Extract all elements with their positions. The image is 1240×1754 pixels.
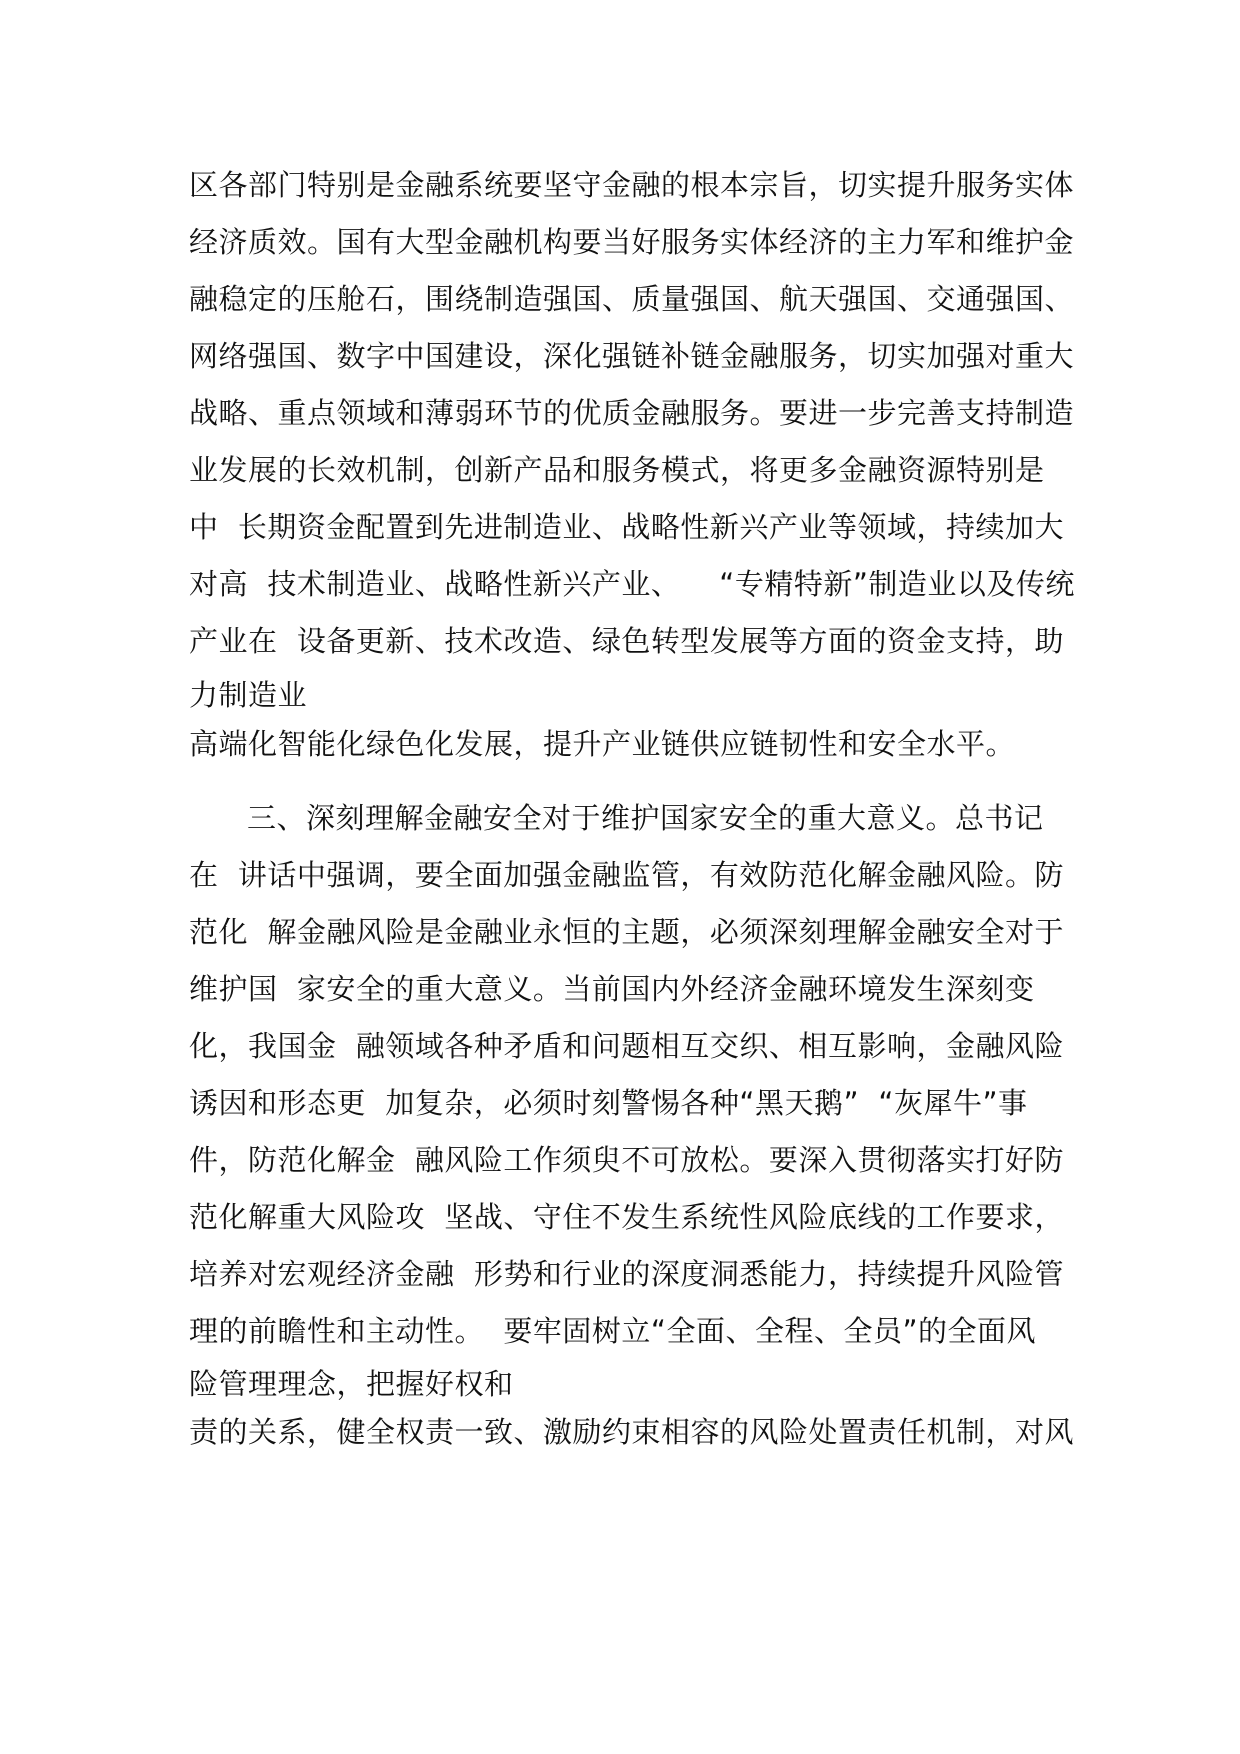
text-line: 化，我国金 融领域各种矛盾和问题相互交织、相互影响，金融风险: [189, 1029, 1064, 1063]
text-line: 产业在 设备更新、技术改造、绿色转型发展等方面的资金支持，助: [189, 624, 1064, 658]
text-line: 险管理理念，把握好权和: [189, 1367, 514, 1401]
text-line: 战略、重点领域和薄弱环节的优质金融服务。要进一步完善支持制造: [189, 396, 1075, 430]
text-line: 在 讲话中强调，要全面加强金融监管，有效防范化解金融风险。防: [189, 858, 1064, 892]
text-line: 件，防范化解金 融风险工作须臾不可放松。要深入贯彻落实打好防: [189, 1143, 1064, 1177]
text-line: 力制造业: [189, 678, 308, 712]
section-heading-line: 三、深刻理解金融安全对于维护国家安全的重大意义。总书记: [247, 801, 1044, 835]
text-line: 培养对宏观经济金融 形势和行业的深度洞悉能力，持续提升风险管: [189, 1257, 1064, 1291]
text-line: 责的关系，健全权责一致、激励约束相容的风险处置责任机制，对风: [189, 1415, 1075, 1449]
text-line: 经济质效。国有大型金融机构要当好服务实体经济的主力军和维护金: [189, 225, 1075, 259]
text-line: 网络强国、数字中国建设，深化强链补链金融服务，切实加强对重大: [189, 339, 1075, 373]
text-line: 融稳定的压舱石，围绕制造强国、质量强国、航天强国、交通强国、: [189, 282, 1075, 316]
text-line: 中 长期资金配置到先进制造业、战略性新兴产业等领域，持续加大: [189, 510, 1064, 544]
text-line: 范化解重大风险攻 坚战、守住不发生系统性风险底线的工作要求，: [189, 1200, 1064, 1234]
text-line: 区各部门特别是金融系统要坚守金融的根本宗旨，切实提升服务实体: [189, 168, 1075, 202]
text-line: 维护国 家安全的重大意义。当前国内外经济金融环境发生深刻变: [189, 972, 1035, 1006]
text-line: 理的前瞻性和主动性。 要牢固树立“全面、全程、全员”的全面风: [189, 1314, 1036, 1348]
text-line: 业发展的长效机制，创新产品和服务模式，将更多金融资源特别是: [189, 453, 1045, 487]
text-line: 高端化智能化绿色化发展，提升产业链供应链韧性和安全水平。: [189, 727, 1016, 761]
text-line: 范化 解金融风险是金融业永恒的主题，必须深刻理解金融安全对于: [189, 915, 1064, 949]
text-line: 对高 技术制造业、战略性新兴产业、 “专精特新”制造业以及传统: [189, 567, 1075, 601]
text-line: 诱因和形态更 加复杂，必须时刻警惕各种“黑天鹅” “灰犀牛”事: [189, 1086, 1028, 1120]
